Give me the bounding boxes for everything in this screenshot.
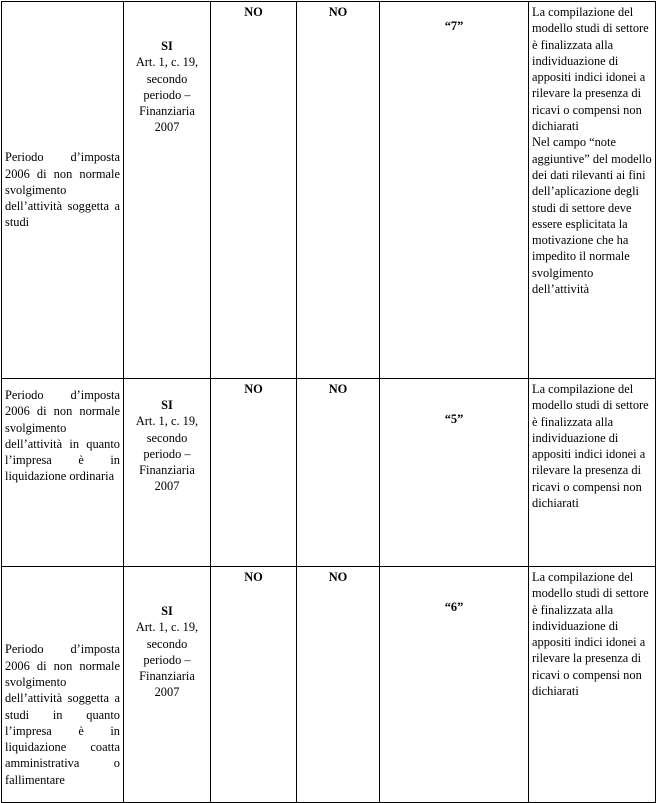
table-row <box>2 2 656 379</box>
note-cell <box>529 379 656 567</box>
reference-text: Art. 1, c. 19, secondo periodo – Finanziaria 2007 <box>135 620 199 700</box>
flag-cell: NO <box>297 379 380 567</box>
si-label: SI <box>161 604 173 618</box>
code-cell: “6” <box>380 567 529 803</box>
flag-cell: NO <box>297 567 380 803</box>
period-cell: Periodo d’imposta 2006 di non normale svolgimento dell’attività in quanto l’impresa è in liquidazione ordinaria <box>2 379 124 567</box>
note-cell <box>529 2 656 379</box>
reference-text: Art. 1, c. 19, secondo periodo – Finanziaria 2007 <box>135 414 199 494</box>
reference-cell <box>124 567 211 803</box>
note-text: La compilazione del modello studi di settore è finalizzata alla individuazione di appositi indici idonei a rilevare la presenza di ricavi o compensi non dichiarati <box>532 382 649 511</box>
table-row <box>2 379 656 567</box>
flag-cell: NO <box>211 567 297 803</box>
period-cell: Periodo d’imposta 2006 di non normale svolgimento dell’attività soggetta a studi <box>2 2 124 379</box>
code-cell: “5” <box>380 379 529 567</box>
note-text: La compilazione del modello studi di settore è finalizzata alla individuazione di appositi indici idonei a rilevare la presenza di ricavi o compensi non dichiarati <box>532 5 649 134</box>
period-cell: Periodo d’imposta 2006 di non normale svolgimento dell’attività soggetta a studi in quanto l’impresa è in liquidazione coatta amministrativa o fallimentare <box>2 567 124 803</box>
note-extra-text: Nel campo “note aggiuntive” del modello dei dati rilevanti ai fini dell’aplicazione degli studi di settore deve essere esplicitata la motivazione che ha impedito il normale svolgimento dell’attività <box>532 135 652 297</box>
si-label: SI <box>161 39 173 53</box>
reference-cell <box>124 2 211 379</box>
reference-text: Art. 1, c. 19, secondo periodo – Finanziaria 2007 <box>135 55 199 135</box>
note-cell <box>529 567 656 803</box>
code-cell: “7” <box>380 2 529 379</box>
table-row <box>2 567 656 803</box>
studi-settore-table <box>1 1 656 803</box>
si-label: SI <box>161 398 173 412</box>
flag-cell: NO <box>211 379 297 567</box>
flag-cell: NO <box>297 2 380 379</box>
reference-cell <box>124 379 211 567</box>
note-text: La compilazione del modello studi di settore è finalizzata alla individuazione di appositi indici idonei a rilevare la presenza di ricavi o compensi non dichiarati <box>532 570 649 699</box>
flag-cell: NO <box>211 2 297 379</box>
